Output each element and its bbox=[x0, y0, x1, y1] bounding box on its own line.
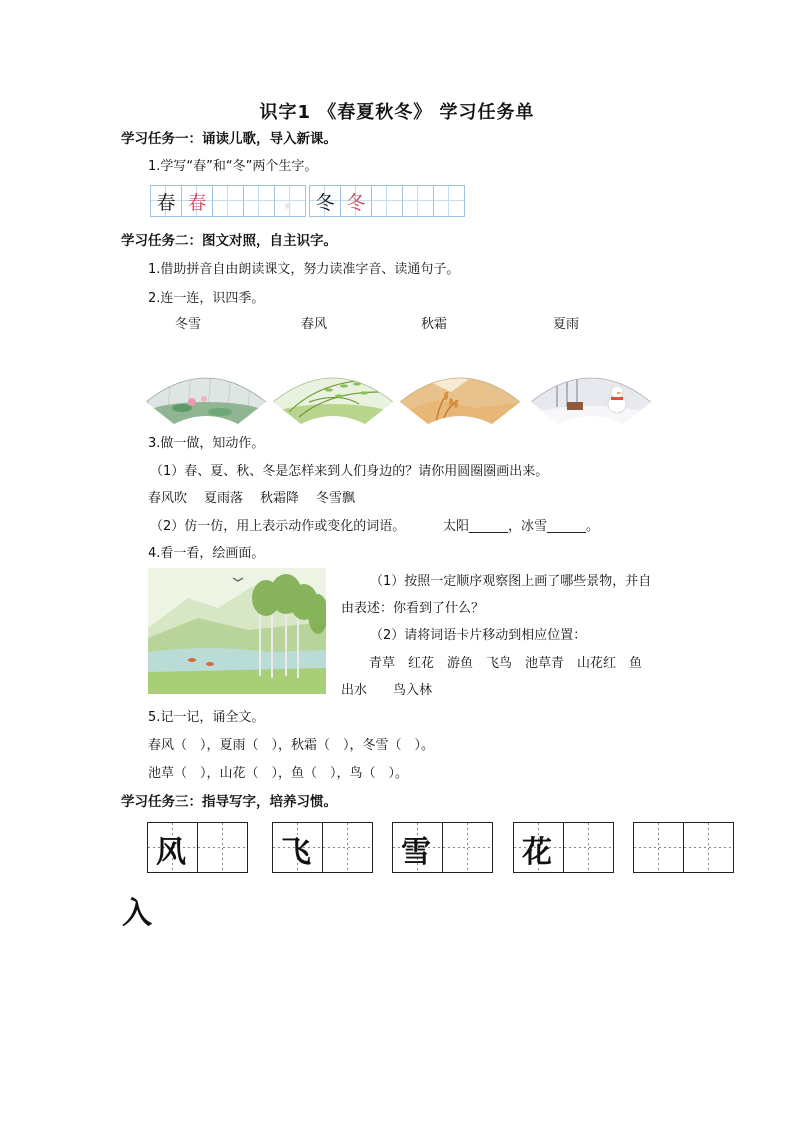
practice-cell[interactable] bbox=[683, 822, 734, 873]
task2-heading: 学习任务二：图文对照，自主识字。 bbox=[121, 233, 337, 249]
model-char: 风 bbox=[156, 835, 186, 870]
separator-dot bbox=[285, 203, 291, 209]
phrase[interactable]: 春风吹 bbox=[148, 491, 188, 506]
grid-cell bbox=[243, 185, 275, 217]
landscape-illustration[interactable] bbox=[148, 568, 326, 694]
grid-cell: 春 bbox=[181, 185, 213, 217]
practice-cell[interactable] bbox=[197, 822, 248, 873]
task3-heading: 学习任务三：指导写字，培养习惯。 bbox=[121, 794, 337, 810]
recite-line1[interactable]: 春风（ ），夏雨（ ），秋霜（ ），冬雪（ ）。 bbox=[148, 738, 435, 753]
writing-grid-chun bbox=[150, 185, 306, 217]
recite-line2[interactable]: 池草（ ），山花（ ），鱼（ ），鸟（ ）。 bbox=[148, 766, 409, 781]
word-cards-line1[interactable]: 青草 红花 游鱼 飞鸟 池草青 山花红 鱼 bbox=[369, 656, 643, 671]
grid-cell bbox=[212, 185, 244, 217]
fill-in-blank[interactable]: 太阳______，冰雪______。 bbox=[443, 519, 600, 534]
word-cards-line2[interactable]: 出水 鸟入林 bbox=[341, 683, 433, 698]
extra-character: 入 bbox=[122, 896, 152, 931]
practice-grid-feng[interactable] bbox=[147, 822, 248, 873]
grid-cell bbox=[433, 185, 465, 217]
grid-cell: 冬 bbox=[340, 185, 372, 217]
grid-cell bbox=[274, 185, 306, 217]
task1-item1: 1.学写“春”和“冬”两个生字。 bbox=[148, 159, 318, 174]
task2-item4-2: （2）请将词语卡片移动到相应位置： bbox=[370, 628, 587, 643]
fan-image-rainy-lotus[interactable] bbox=[142, 362, 270, 432]
practice-cell[interactable] bbox=[272, 822, 323, 873]
phrase[interactable]: 秋霜降 bbox=[260, 491, 300, 506]
grid-cell: 冬 bbox=[309, 185, 341, 217]
task2-item1: 1.借助拼音自由朗读课文，努力读准字音、读通句子。 bbox=[148, 262, 460, 277]
task2-item3-1: （1）春、夏、秋、冬是怎样来到人们身边的？请你用圆圈圈画出来。 bbox=[150, 464, 549, 479]
page-title: 识字1 《春夏秋冬》 学习任务单 bbox=[259, 102, 535, 123]
task2-item2: 2.连一连，识四季。 bbox=[148, 291, 265, 306]
practice-grid-fei[interactable] bbox=[272, 822, 373, 873]
writing-grid-dong bbox=[309, 185, 465, 217]
practice-cell[interactable] bbox=[442, 822, 493, 873]
practice-cell[interactable] bbox=[633, 822, 684, 873]
season-word[interactable]: 秋霜 bbox=[421, 317, 448, 332]
phrase[interactable]: 冬雪飘 bbox=[316, 491, 356, 506]
fan-image-winter-snowman[interactable] bbox=[527, 362, 655, 432]
practice-cell[interactable] bbox=[147, 822, 198, 873]
task2-item4-1a: （1）按照一定顺序观察图上画了哪些景物，并自 bbox=[370, 574, 652, 589]
fan-image-spring-willow[interactable] bbox=[269, 362, 397, 432]
task1-heading: 学习任务一：诵读儿歌，导入新课。 bbox=[121, 131, 337, 147]
model-char: 飞 bbox=[281, 835, 311, 870]
practice-grid-hua[interactable] bbox=[513, 822, 614, 873]
practice-cell[interactable] bbox=[322, 822, 373, 873]
season-word[interactable]: 夏雨 bbox=[553, 317, 580, 332]
practice-cell[interactable] bbox=[513, 822, 564, 873]
model-char: 花 bbox=[522, 835, 552, 870]
season-word[interactable]: 冬雪 bbox=[175, 317, 202, 332]
practice-cell[interactable] bbox=[392, 822, 443, 873]
practice-cell[interactable] bbox=[563, 822, 614, 873]
practice-grid-xue[interactable] bbox=[392, 822, 493, 873]
task2-item3: 3.做一做，知动作。 bbox=[148, 436, 265, 451]
practice-grid-blank[interactable] bbox=[633, 822, 734, 873]
task2-item5: 5.记一记，诵全文。 bbox=[148, 710, 265, 725]
task2-item4: 4.看一看，绘画面。 bbox=[148, 546, 265, 561]
grid-cell bbox=[371, 185, 403, 217]
task2-item4-1b: 由表述：你看到了什么？ bbox=[341, 601, 485, 616]
season-word[interactable]: 春风 bbox=[301, 317, 328, 332]
model-char: 雪 bbox=[401, 835, 431, 870]
grid-cell bbox=[402, 185, 434, 217]
phrase[interactable]: 夏雨落 bbox=[204, 491, 244, 506]
task2-item3-2: （2）仿一仿，用上表示动作或变化的词语。 bbox=[150, 519, 406, 534]
grid-cell: 春 bbox=[150, 185, 182, 217]
fan-image-autumn-grass[interactable] bbox=[396, 362, 524, 432]
